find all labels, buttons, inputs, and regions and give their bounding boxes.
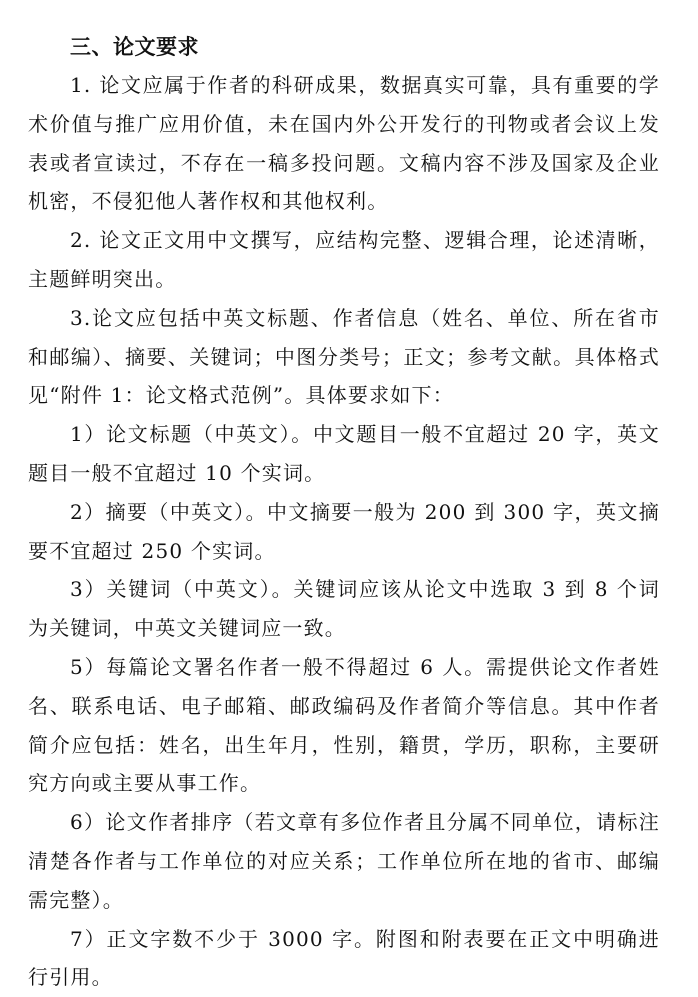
sub-requirement-abstract: 2）摘要（中英文）。中文摘要一般为 200 到 300 字，英文摘要不宜超过 250 个实词。 — [28, 499, 660, 563]
sub-requirement-word-count: 7）正文字数不少于 3000 字。附图和附表要在正文中明确进行引用。 — [28, 926, 660, 990]
section-heading: 三、论文要求 — [70, 35, 199, 59]
sub-requirement-author-order: 6）论文作者排序（若文章有多位作者且分属不同单位，请标注清楚各作者与工作单位的对应关系；工作单位所在地的省市、邮编需完整）。 — [28, 810, 660, 912]
sub-requirement-title: 1）论文标题（中英文）。中文题目一般不宜超过 20 字，英文题目一般不宜超过 10 个实词。 — [28, 422, 660, 485]
sub-requirement-authors: 5）每篇论文署名作者一般不得超过 6 人。需提供论文作者姓名、联系电话、电子邮箱、邮政编码及作者简介等信息。其中作者简介应包括：姓名，出生年月，性别，籍贯，学历，职称，主要研究方向或主要从事工作。 — [28, 654, 660, 796]
requirement-paragraph-1: 1. 论文应属于作者的科研成果，数据真实可靠，具有重要的学术价值与推广应用价值，未在国内外公开发行的刊物或者会议上发表或者宣读过，不存在一稿多投问题。文稿内容不涉及国家及企业机密，不侵犯他人著作权和其他权利。 — [28, 73, 660, 214]
requirement-paragraph-3: 3.论文应包括中英文标题、作者信息（姓名、单位、所在省市和邮编）、摘要、关键词；中图分类号；正文；参考文献。具体格式见“附件 1：论文格式范例”。具体要求如下： — [28, 305, 660, 408]
sub-requirement-keywords: 3）关键词（中英文）。关键词应该从论文中选取 3 到 8 个词为关键词，中英文关键词应一致。 — [28, 577, 660, 641]
requirement-paragraph-2: 2. 论文正文用中文撰写，应结构完整、逻辑合理，论述清晰，主题鲜明突出。 — [28, 228, 660, 291]
document-page — [28, 28, 660, 997]
